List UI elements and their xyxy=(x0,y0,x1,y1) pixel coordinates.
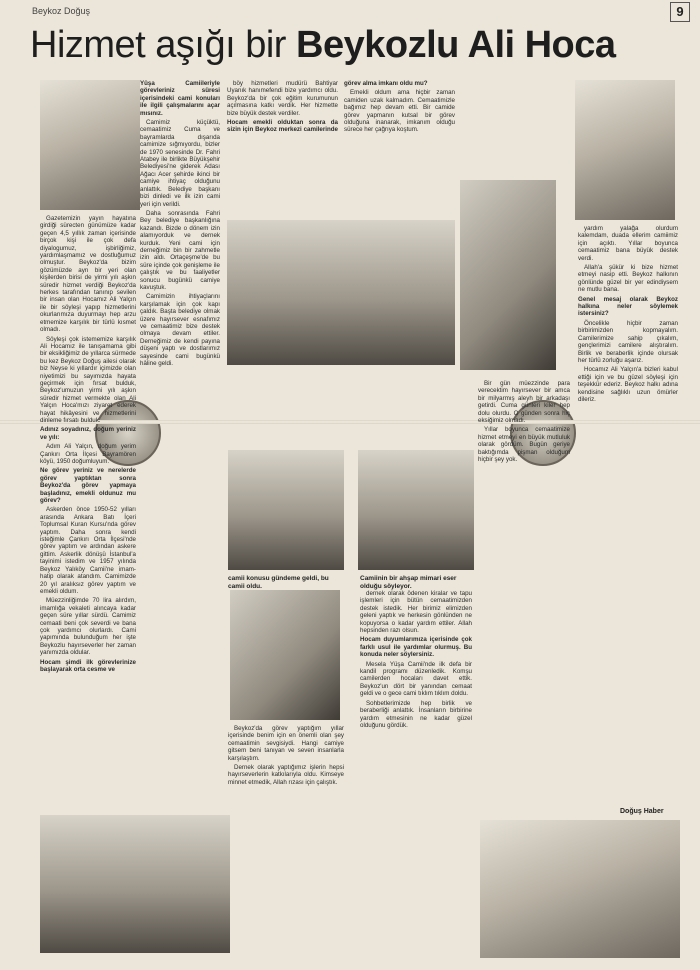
portrait-elder-photo xyxy=(228,450,344,570)
col3-para: Emekli oldum ama hiçbir zaman camiden uzak kalmadım. Cemaatimizle bağımız hep devam etti. Bir camide görev yapmanın kutsal bir görev olduğuna inanarak, imkanım olduğu sürece her çağrıya koştum. xyxy=(344,89,455,134)
page-number: 9 xyxy=(670,2,690,22)
col5-question: Hocam duyumlarımıza içerisinde çok farklı usul ile yardımlar olurmuş. Bu konuda neler söylersiniz. xyxy=(360,636,472,659)
mosque-photo xyxy=(460,180,556,370)
colr-para: Öncelikle hiçbir zaman birbirimizden kopmayalım. Camilerimize sahip çıkalım, gençlerimizi camilere alıştıralım. Birlik ve beraberlik içinde olursak her türlü zorluğu aşarız. xyxy=(578,319,678,364)
colr-para: yardım yalağa olurdum kalemdam, duada ellerim camiimiz için açıktı. Yıllar boyunca cemaatimiz bana büyük destek verdi. xyxy=(578,225,678,262)
col5-para: Mesela Yüşa Camii'nde ilk defa bir kandil programı düzenledik. Komşu camilerden hocaları davet ettik. Beykoz'un dört bir yanından cemaat geldi ve o gece cami tıklım tıklım doldu. xyxy=(360,660,472,698)
col2-para: Daha sonrasında Fahri Bey belediye başkanlığına kazandı. Bizde o dönem izin alamıyorduk ve dernek kurduk. Yeni cami için derneğimiz bin bir zahmetle izin aldı. Ortaçeşme'de bu süre içinde çok genişleme ile çalıştık ve bu faaliyetler sonucu bugünkü camiye kavuştuk. xyxy=(140,209,220,291)
col2-para: Camimizin ihtiyaçlarını karşılamak için çok kapı çaldık. Başta belediye olmak üzere hayırsever esnafımız ve cemaatimiz bize destek olmaya devam ettiler. Derneğimiz de kendi payına düşeni yaptı ve dostlarımız sayesinde cami bugünkü hâline geldi. xyxy=(140,293,220,368)
col3-question: Hocam emekli olduktan sonra da sizin için Beykoz merkezi camilerinde görev alma imkanı oldu mu? xyxy=(227,80,428,134)
byline: Doğuş Haber xyxy=(620,808,664,815)
colr-question: Genel mesaj olarak Beykoz halkına neler söylemek istersiniz? xyxy=(578,295,678,318)
col4-para: Beykoz'da görev yaptığım yıllar içerisinde benim için en önemli olan şey cemaatimin sevgisiydi. Hangi camiye gitsem beni tanıyan ve seven insanlarla karşılaştım. xyxy=(228,725,344,762)
article-column-4 xyxy=(228,725,344,955)
mosque-crowd-photo xyxy=(480,820,680,958)
colr-para: Allah'a şükür ki bize hizmet etmeyi nasip etti. Beykoz halkının gönlünde güzel bir yer edindiysem ne mutlu bana. xyxy=(578,264,678,294)
col5-para: dernek olarak ödenen kiralar ve tapu işlemleri için bütün cemaatimizden destek istedik. Her birimiz elimizden geleni yaptık ve herkesin gönlünden ne kopuyorsa o kadar yardım ettiler. Allah hepsinden razı olsun. xyxy=(360,590,472,635)
article-column-5 xyxy=(360,590,472,955)
article-column-3 xyxy=(227,80,455,215)
col1-question: Hocam şimdi ilk görevlerinize başlayarak orta cesme ve xyxy=(40,658,136,673)
col1-para: Askerden önce 1950-52 yılları arasında Ankara Batı İçeri Toplumsal Kuran Kursu'nda görev yaptım. Daha sonra kendi isteğimle Çankırı Orta İlçesi'nde görev yaptım ve ardından askere gittim. Askerlik dönüşü İstanbul'a tayinimi istedim ve 1957 yılında Beykoz Yalıköy Camii'ne imam-hatip olarak atandım. Camimizde 20 yıl aralıksız görev yaptım ve emekli oldum. xyxy=(40,506,136,595)
headline-part-2: Beykozlu Ali Hoca xyxy=(296,24,616,66)
article-column-6 xyxy=(478,380,570,810)
meeting-photo xyxy=(40,815,230,953)
newspaper-name: Beykoz Doğuş xyxy=(32,6,91,16)
photo-caption-1: camii konusu gündeme geldi, bu camii oldu. xyxy=(228,575,329,590)
photo-caption-2: Camiinin bir ahşap mimari eser olduğu söyleyor. xyxy=(360,575,457,590)
street-group-photo xyxy=(227,220,455,365)
col6-para: Yıllar boyunca cemaatimize hizmet etmeyi en büyük mutluluk olarak gördüm. Bugün geriye baktığımda pişman olduğum hiçbir şey yok. xyxy=(478,426,570,464)
col1-para: Adım Ali Yalçın, doğum yerim Çankırı Orta İlçesi Bayramören köyü, 1950 doğumluyum. xyxy=(40,443,136,465)
col1-question: Adınız soyadınız, doğum yeriniz ve yılı: xyxy=(40,426,136,441)
colr-para: Hocamız Ali Yalçın'a bizleri kabul ettiği için ve bu güzel söyleşi için teşekkür ederiz. Beykoz halkı adına kendisine sağlıklı uzun ömürler dileriz. xyxy=(578,366,678,403)
col3-para: böy hizmetleri mudürü Bahtiyar Uyanık hanımefendi bize yardımcı oldu. Beykoz'da bir çok eğitim kurumunun açılmasına katkı verdik. Her hizmette bize büyük destek verdiler. xyxy=(227,80,338,117)
col4-para: Dernek olarak yaptığımız işlerin hepsi hayırseverlerin katkılarıyla oldu. Kimseye minnet etmedik, Allah rızası için çalıştık. xyxy=(228,764,344,786)
col2-para: Camimiz küçüktü, cemaatimiz Cuma ve bayramlarda dışarıda camimize sığmıyordu, bizler de 1970 senesinde Dr. Fahri Atabey ile birlikte Büyükşehir Belediyesi'ne giderek Adası Ağacı Acer şehirde ikinci bir camiye ihtiyaç olduğunu anlattık. Belediye başkanı bizi dinledi ve ilk izin cami yeri için verildi. xyxy=(140,119,220,208)
col5-para: Sohbetlerimizde hep birlik ve beraberliği anlattık. İnsanların birbirine yardım etmesinin ne kadar güzel olduğunu gördük. xyxy=(360,699,472,729)
col2-question: Yüşa Camiileriyle görevleriniz süresi içerisindeki cami konuları ile ilgili çalışmalarını açar mısınız. xyxy=(140,80,220,117)
speaker-portrait-photo xyxy=(575,80,675,220)
article-column-right xyxy=(578,225,678,810)
portrait-photo xyxy=(40,80,140,210)
col1-question: Ne görev yeriniz ve nerelerde görev yaptıktan sonra Beykoz'da görev yapmaya başladınız, emekli oldunuz mu görev? xyxy=(40,467,136,505)
fountain-photo xyxy=(230,590,340,720)
page-header xyxy=(0,0,700,22)
col1-para: Söyleşi çok istememize karşılık Ali Hocamız ile tanışamama gibi bir eksikliğimiz de yıllarca sürmede bu kez Beykoz Doğuş ailesi olarak biz Neyse ki yıllardır içimizde olan niyetimizi bu sayımızda hayata geçirmek için fırsat bulduk, Beykoz'umuzun yirmi yılı aşkın süredir hizmet vermekte olan Ali Yalçın Hoca'mızı ziyaret ederek hayat hikâyesini ve hizmetlerini dinleme fırsatı bulduk. xyxy=(40,335,136,424)
article-column-1 xyxy=(40,215,136,815)
mosque-interior-photo xyxy=(358,450,474,570)
col6-para: Bir gün müezzinde para verecektim hayırsever bir amca bir milyarmış aleyh bir arkadaşı getirdi. Cuma günleri kiler hep dolu olurdu. O günden sonra hiç eksiğimiz olmadı. xyxy=(478,380,570,425)
col1-para: Gazetemizin yayın hayatına girdiği sürecten günümüze kadar geçen 4,5 yıllık zaman içerisinde birçok kişi ile çok defa diyalogumuz, işbirliğimiz, yardımlaşmamız ve dostluğumuz olmuştur. Beykoz'da bizim gözümüzde ayrı bir yeri olan kişilerden birisi de yirmi yılı aşkın süredir hizmet verdiği Beykoz'da herkes tarafından tanınıp sevilen bir insan olan Hocamız Ali Yalçın ile bir söyleşi yapıp hizmetlerini okurlarımıza duyurmayı hep arzu etmemize karşılık bir türlü kısmet olmadı. xyxy=(40,215,136,334)
article-column-2 xyxy=(140,80,220,800)
col1-para: Müezzinliğimde 70 lira alırdım, imamlığa vekaleti alıncaya kadar geçen süre yıllar sürdü. Camimiz cemaati beni çok severdi ve bana çok yardımcı olurlardı. Cami yapımında bulunduğum her işte Beykozlu hayırseverler her zaman yanımızda oldular. xyxy=(40,597,136,657)
headline-part-1: Hizmet aşığı bir xyxy=(30,24,297,66)
headline xyxy=(30,24,616,67)
